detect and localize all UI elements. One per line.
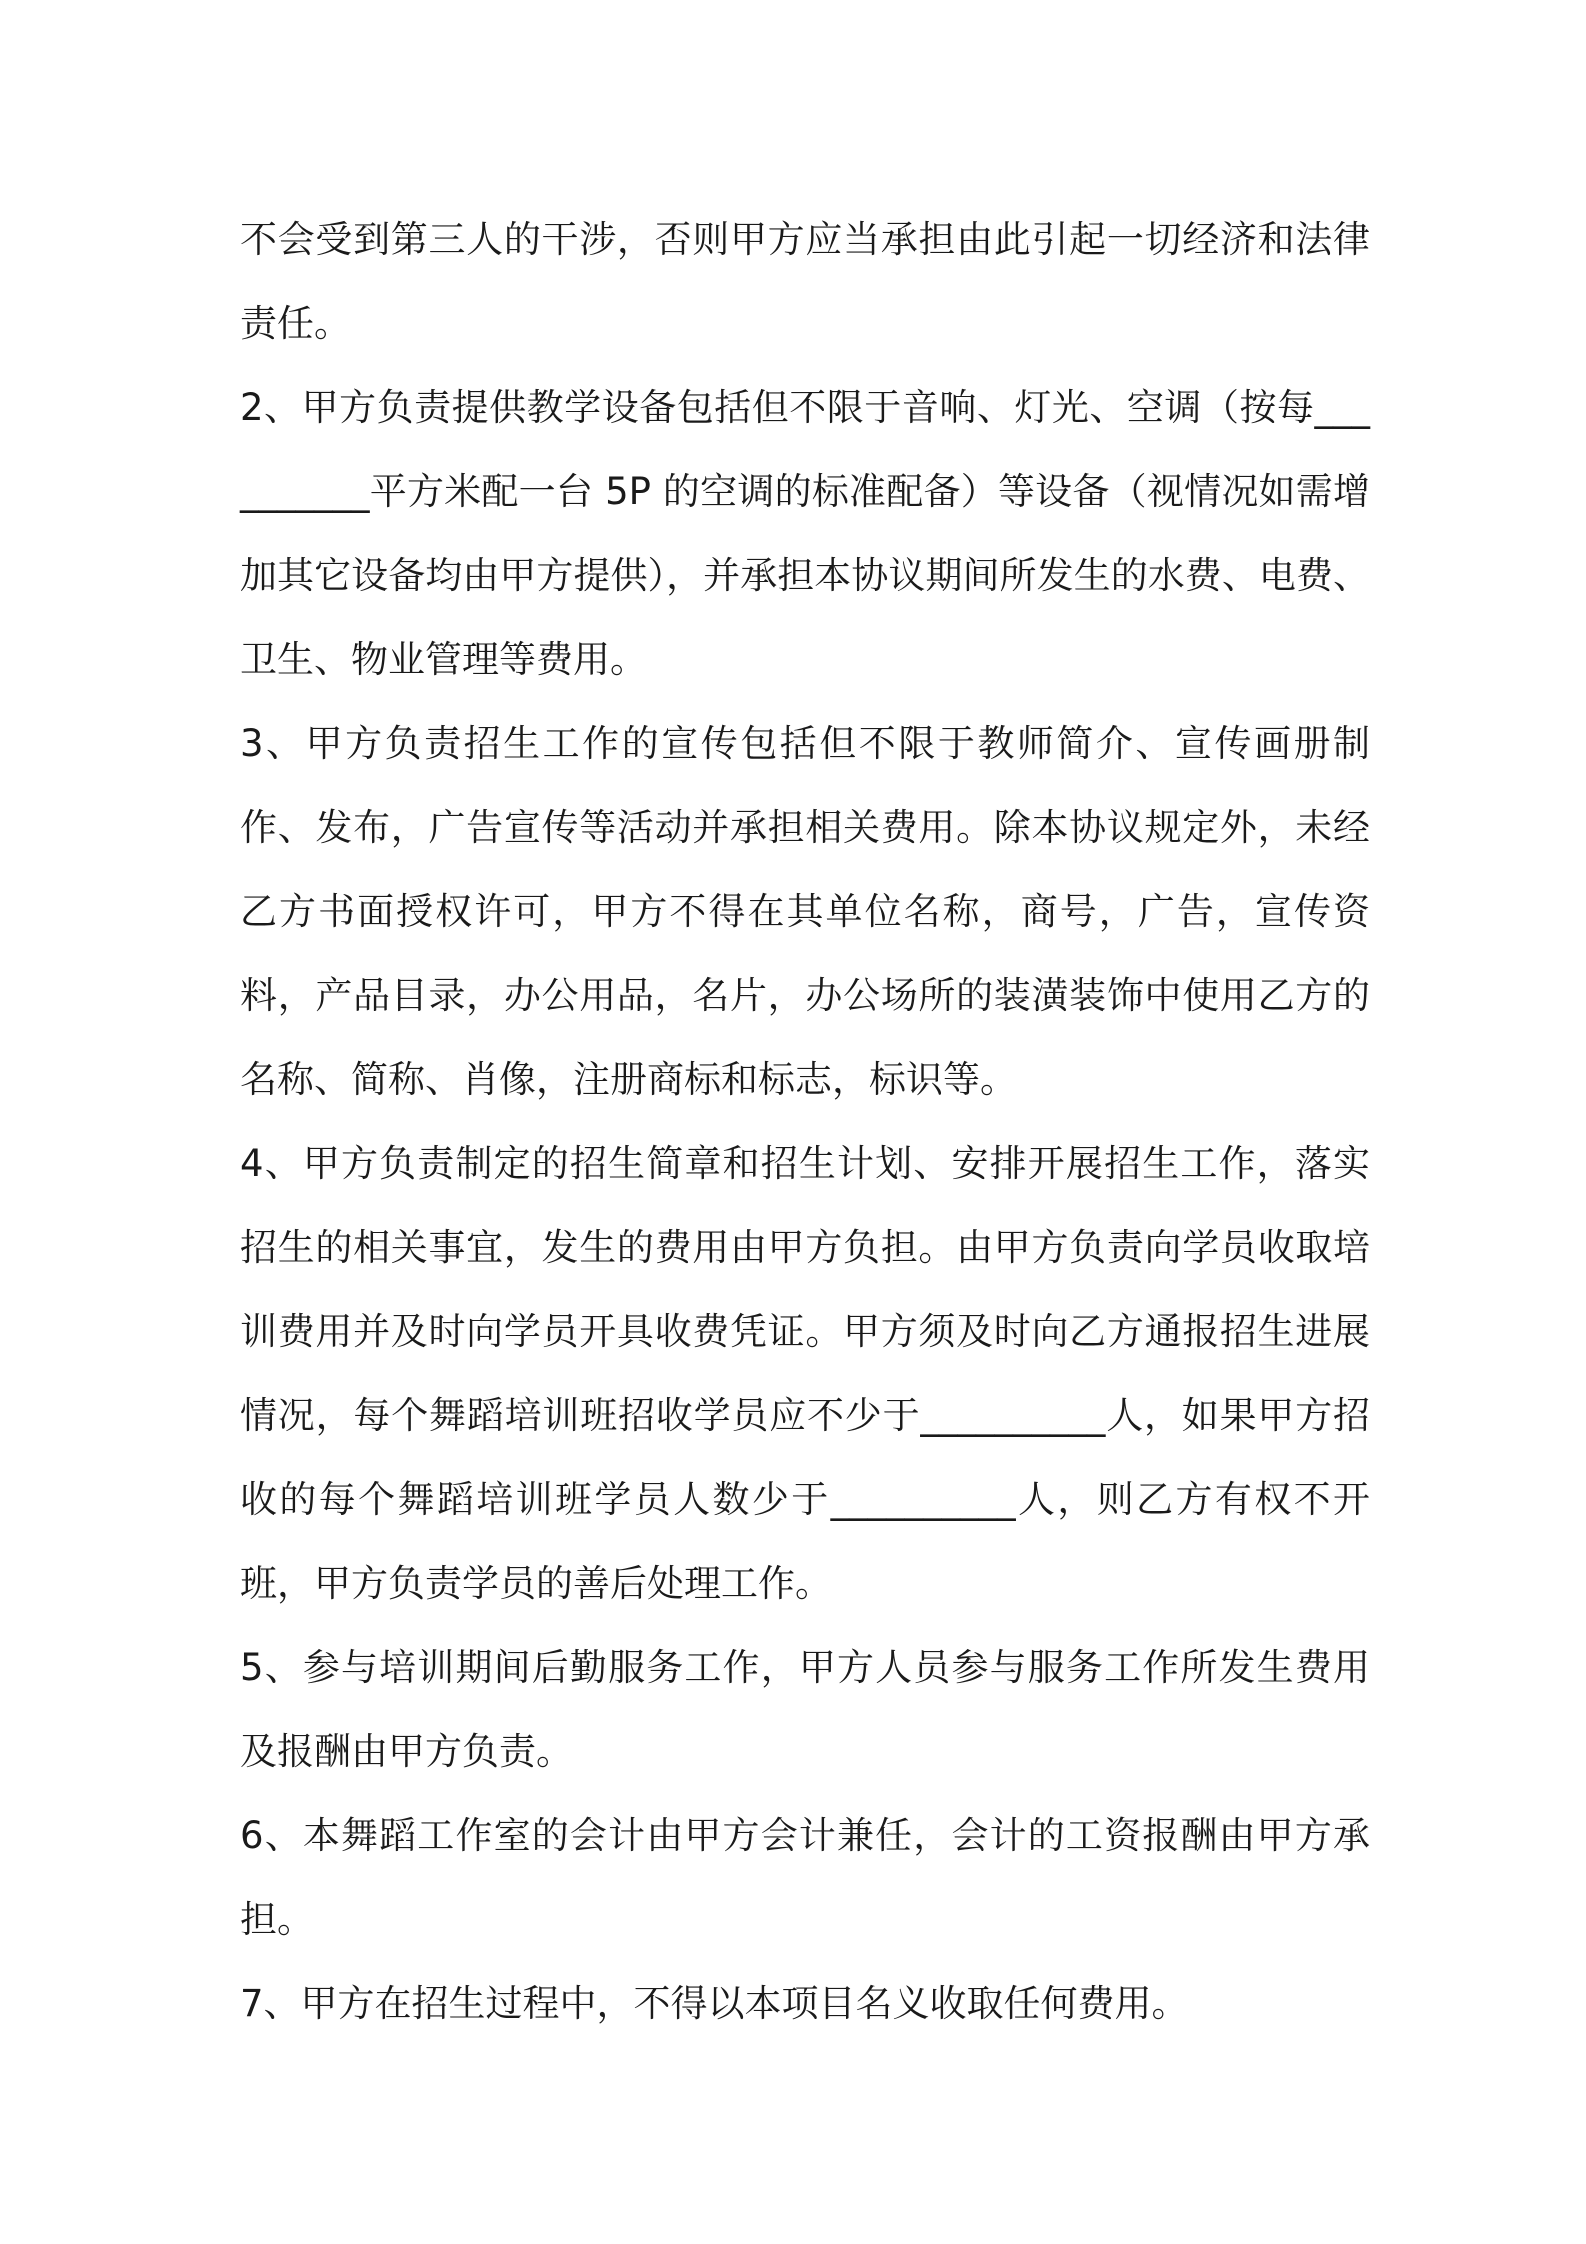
- document-body: [240, 198, 1370, 2046]
- paragraph-clause-3: 3、甲方负责招生工作的宣传包括但不限于教师简介、宣传画册制作、发布，广告宣传等活动并承担相关费用。除本协议规定外，未经乙方书面授权许可，甲方不得在其单位名称，商号，广告，宣传资料，产品目录，办公用品，名片，办公场所的装潢装饰中使用乙方的名称、简称、肖像，注册商标和标志，标识等。: [240, 722, 1370, 1101]
- paragraph-clause-4: 4、甲方负责制定的招生简章和招生计划、安排开展招生工作，落实招生的相关事宜，发生的费用由甲方负担。由甲方负责向学员收取培训费用并及时向学员开具收费凭证。甲方须及时向乙方通报招生进展情况，每个舞蹈培训班招收学员应不少于__________人，如果甲方招收的每个舞蹈培训班学员人数少于__________人，则乙方有权不开班，甲方负责学员的善后处理工作。: [240, 1142, 1370, 1605]
- paragraph-clause-7: 7、甲方在招生过程中，不得以本项目名义收取任何费用。: [240, 1982, 1189, 2025]
- paragraph-continuation: 不会受到第三人的干涉，否则甲方应当承担由此引起一切经济和法律责任。: [240, 218, 1370, 345]
- paragraph-clause-5: 5、参与培训期间后勤服务工作，甲方人员参与服务工作所发生费用及报酬由甲方负责。: [240, 1646, 1370, 1773]
- paragraph-clause-2: 2、甲方负责提供教学设备包括但不限于音响、灯光、空调（按每__________平方米配一台 5P 的空调的标准配备）等设备（视情况如需增加其它设备均由甲方提供），并承担本协议期间所发生的水费、电费、卫生、物业管理等费用。: [240, 386, 1370, 681]
- paragraph-clause-6: 6、本舞蹈工作室的会计由甲方会计兼任，会计的工资报酬由甲方承担。: [240, 1814, 1370, 1941]
